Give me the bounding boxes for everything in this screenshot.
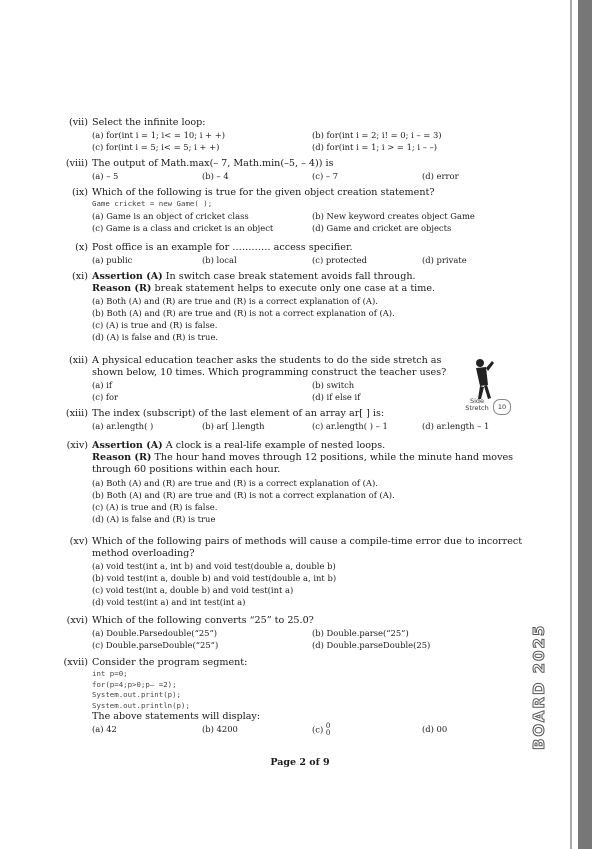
option-c: (c) for: [92, 392, 119, 403]
option-b: (b) 4200: [202, 724, 238, 735]
option-d: (d) Double.parseDouble(25): [312, 640, 431, 651]
option-b: (b) Both (A) and (R) are true and (R) is not a correct explanation of (A).: [92, 489, 395, 500]
option-d: (d) error: [422, 171, 459, 182]
question-number: (xii): [68, 355, 88, 366]
assertion-label: Assertion (A): [92, 440, 163, 451]
question-xiii: [62, 408, 532, 432]
question-number: (xi): [72, 271, 88, 282]
option-d: (d) (A) is false and (R) is true: [92, 513, 216, 524]
question-number: (xiii): [65, 408, 88, 419]
assertion-label: Assertion (A): [92, 271, 163, 282]
reason-label: Reason (R): [92, 452, 152, 464]
question-text: Which of the following converts “25” to 25.0?: [92, 615, 314, 626]
option-a: (a) if: [92, 380, 112, 391]
code-line: for(p=4;p>0;p– =2);: [92, 679, 177, 689]
reason-label: Reason (R): [92, 283, 152, 295]
question-number: (vii): [68, 117, 88, 128]
question-number: (viii): [65, 158, 88, 169]
side-banner: [530, 600, 550, 750]
option-c: (c) Game is a class and cricket is an object: [92, 222, 274, 233]
option-d: (d) Game and cricket are objects: [312, 222, 452, 233]
side-bar: [578, 0, 592, 849]
option-c: (c) 0 0: [312, 722, 331, 738]
option-d: (d) if else if: [312, 392, 361, 403]
figure-count: 10: [493, 399, 511, 415]
code-line: System.out.print(p);: [92, 690, 181, 700]
question-number: (xv): [69, 536, 88, 547]
option-c: (c) (A) is true and (R) is false.: [92, 501, 218, 512]
question-number: (x): [75, 242, 88, 253]
option-d: (d) (A) is false and (R) is true.: [92, 332, 219, 343]
side-divider: [570, 0, 572, 849]
page-footer: Page 2 of 9: [270, 757, 330, 768]
code-line: System.out.println(p);: [92, 700, 190, 710]
code-line: int p=0;: [92, 669, 128, 679]
option-d: (d) ar.length – 1: [422, 421, 490, 432]
question-followup: The above statements will display:: [92, 711, 261, 723]
question-xvii: [62, 657, 532, 737]
side-banner-text: BOARD 2025: [530, 623, 548, 750]
option-a: (a) – 5: [92, 171, 119, 182]
option-b: (b) Both (A) and (R) are true and (R) is not a correct explanation of (A).: [92, 308, 395, 319]
code-line: Game cricket = new Game( );: [92, 199, 213, 209]
option-b: (b) void test(int a, double b) and void test(double a, int b): [92, 573, 337, 584]
question-text: The index (subscript) of the last element of an array ar[ ] is:: [92, 408, 385, 419]
figure-label: Side Stretch: [465, 397, 489, 412]
option-a: (a) Double.Parsedouble(“25”): [92, 628, 218, 639]
option-c-top: 0: [325, 722, 331, 731]
question-text: Select the infinite loop:: [92, 117, 206, 128]
option-b: (b) ar[ ].length: [202, 421, 265, 432]
question-text: A physical education teacher asks the students to do the side stretch as shown below, 10 times. Which programming construct the teacher uses?: [92, 355, 447, 379]
option-a: (a) public: [92, 255, 133, 266]
question-ix: [62, 187, 532, 234]
option-c: (c) protected: [312, 255, 367, 266]
reason-text: The hour hand moves through 12 positions, while the minute hand moves through 60 positions within each hour.: [92, 452, 514, 476]
option-a: (a) Both (A) and (R) are true and (R) is a correct explanation of (A).: [92, 296, 378, 307]
option-d: (d) for(int i = 1; i > = 1; i – –): [312, 142, 438, 153]
option-b: (b) switch: [312, 380, 355, 391]
question-xi: [62, 271, 532, 343]
question-x: [62, 242, 532, 266]
option-c-bottom: 0: [325, 729, 331, 738]
question-text: The output of Math.max(– 7, Math.min(–5, – 4)) is: [92, 158, 334, 169]
option-b: (b) Double.parse(“25”): [312, 628, 409, 639]
question-text: Post office is an example for ………… access specifier.: [92, 242, 353, 253]
option-b: (b) for(int i = 2; i! = 0; i – = 3): [312, 130, 442, 141]
question-xii: [62, 355, 462, 403]
assertion-text: In switch case break statement avoids fall through.: [162, 271, 416, 282]
question-text: Which of the following is true for the given object creation statement?: [92, 187, 435, 198]
option-c: (c) void test(int a, double b) and void test(int a): [92, 585, 294, 596]
assertion-text: A clock is a real-life example of nested loops.: [162, 440, 386, 451]
option-d: (d) private: [422, 255, 467, 266]
question-text: Which of the following pairs of methods will cause a compile-time error due to incorrect method overloading?: [92, 536, 523, 560]
option-a: (a) Both (A) and (R) are true and (R) is a correct explanation of (A).: [92, 477, 378, 488]
option-a: (a) void test(int a, int b) and void test(double a, double b): [92, 561, 336, 572]
question-xv: [62, 536, 532, 608]
option-d: (d) 00: [422, 724, 448, 735]
question-xvi: [62, 615, 532, 651]
question-number: (xvii): [63, 657, 88, 668]
option-d: (d) void test(int a) and int test(int a): [92, 597, 246, 608]
option-b: (b) local: [202, 255, 237, 266]
question-number: (xvi): [66, 615, 88, 626]
option-b: (b) New keyword creates object Game: [312, 210, 475, 221]
option-c: (c) ar.length( ) – 1: [312, 421, 388, 432]
option-c: (c) Double.parseDouble(“25”): [92, 640, 219, 651]
option-a: (a) Game is an object of cricket class: [92, 210, 249, 221]
question-text: Consider the program segment:: [92, 657, 248, 668]
option-c: (c) – 7: [312, 171, 339, 182]
option-a: (a) ar.length( ): [92, 421, 154, 432]
question-number: (xiv): [66, 440, 88, 451]
option-c: (c) for(int i = 5; i< = 5; i + +): [92, 142, 220, 153]
option-b: (b) – 4: [202, 171, 229, 182]
question-xiv: [62, 440, 524, 525]
option-c: (c) (A) is true and (R) is false.: [92, 320, 218, 331]
question-viii: [62, 158, 532, 182]
option-a: (a) 42: [92, 724, 117, 735]
question-number: (ix): [72, 187, 88, 198]
question-vii: [62, 117, 532, 153]
reason-text: break statement helps to execute only one case at a time.: [151, 283, 436, 295]
option-a: (a) for(int i = 1; i< = 10; i + +): [92, 130, 226, 141]
